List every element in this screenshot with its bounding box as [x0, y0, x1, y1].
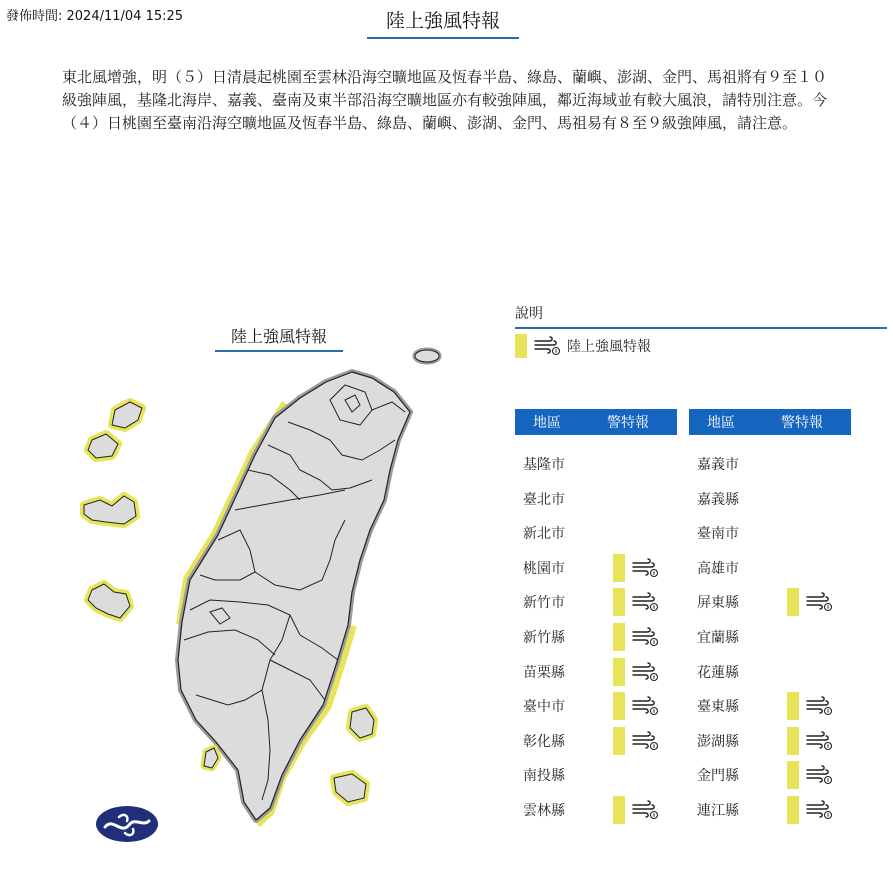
warning-swatch [613, 727, 625, 755]
warning-marker [613, 554, 659, 582]
strong-wind-icon [631, 800, 659, 820]
table-row [515, 520, 677, 546]
region-name: 屏東縣 [697, 595, 739, 612]
penghu-islands [88, 584, 130, 618]
table-header [689, 409, 851, 435]
table-row [689, 555, 851, 581]
warning-marker [787, 588, 833, 616]
legend-heading: 說明 [515, 303, 887, 329]
region-name: 新竹縣 [523, 630, 565, 646]
table-row [515, 624, 677, 650]
page-title: 陸上強風特報 [367, 6, 519, 39]
strong-wind-icon [631, 558, 659, 578]
region-name: 桃園市 [523, 560, 565, 577]
warning-swatch [613, 554, 625, 582]
warning-swatch [613, 796, 625, 824]
strong-wind-icon [805, 765, 833, 785]
warning-swatch [613, 623, 625, 651]
table-row [689, 589, 851, 615]
region-name: 連江縣 [697, 803, 739, 819]
warning-swatch [787, 692, 799, 720]
table-row [515, 451, 677, 477]
warning-swatch [613, 588, 625, 616]
region-name: 高雄市 [697, 560, 739, 577]
table-row [689, 486, 851, 512]
issue-time: 發佈時間: 2024/11/04 15:25 [6, 9, 184, 24]
warning-marker [613, 796, 659, 824]
warning-description: 東北風增強，明（５）日清晨起桃園至雲林沿海空曠地區及恆春半島、綠島、蘭嶼、澎湖、金門、馬祖將有９至１０級強陣風，基隆北海岸、嘉義、臺南及東半部沿海空曠地區亦有較強陣風，鄰近海域並有較大風浪，請特別注意。今（４）日桃園至臺南沿海空曠地區及恆春半島、綠島、蘭嶼、澎湖、金門、馬祖易有８至９級強陣風，請注意。 [62, 68, 828, 132]
table-row [689, 728, 851, 754]
legend-item [515, 334, 651, 358]
strong-wind-icon [631, 662, 659, 682]
warning-marker [787, 761, 833, 789]
table-row [689, 659, 851, 685]
col-region: 地區 [533, 415, 561, 431]
table-row [515, 762, 677, 788]
warning-marker [787, 727, 833, 755]
strong-wind-icon [805, 696, 833, 716]
strong-wind-icon [631, 592, 659, 612]
col-warning: 警特報 [607, 415, 649, 431]
strong-wind-icon [805, 592, 833, 612]
strong-wind-icon [805, 800, 833, 820]
col-region: 地區 [707, 415, 735, 431]
cwa-logo [95, 805, 159, 843]
legend-swatch [515, 334, 527, 358]
table-row [689, 762, 851, 788]
legend-label: 陸上強風特報 [567, 339, 651, 355]
region-table-right [689, 409, 851, 819]
region-name: 臺中市 [523, 699, 565, 716]
table-row [515, 797, 677, 823]
table-row [515, 693, 677, 719]
region-name: 嘉義市 [697, 457, 739, 473]
region-table-left [515, 409, 677, 819]
orchid-island [334, 774, 366, 802]
map-title: 陸上強風特報 [215, 324, 343, 352]
region-name: 南投縣 [523, 768, 565, 785]
table-row [689, 520, 851, 546]
table-header [515, 409, 677, 435]
diaoyutai-island [415, 350, 439, 362]
strong-wind-icon [631, 627, 659, 647]
table-row [515, 589, 677, 615]
table-row [515, 555, 677, 581]
table-row [515, 659, 677, 685]
table-row [689, 797, 851, 823]
region-name: 臺北市 [523, 491, 565, 508]
matsu-islands [88, 402, 142, 458]
strong-wind-icon [533, 336, 561, 356]
region-name: 嘉義縣 [697, 491, 739, 508]
region-name: 宜蘭縣 [697, 630, 739, 646]
table-row [515, 486, 677, 512]
table-row [689, 693, 851, 719]
kinmen-islands [84, 496, 136, 524]
table-row [515, 728, 677, 754]
warning-marker [613, 727, 659, 755]
warning-marker [787, 796, 833, 824]
strong-wind-icon [805, 731, 833, 751]
region-name: 金門縣 [697, 768, 739, 785]
strong-wind-icon [631, 696, 659, 716]
green-island [350, 708, 374, 738]
region-name: 彰化縣 [523, 733, 565, 750]
warning-swatch [787, 761, 799, 789]
region-name: 花蓮縣 [697, 664, 739, 681]
region-name: 基隆市 [523, 457, 565, 473]
warning-marker [787, 692, 833, 720]
region-name: 澎湖縣 [697, 733, 739, 750]
warning-swatch [787, 796, 799, 824]
region-name: 臺東縣 [697, 699, 739, 716]
region-name: 新竹市 [523, 595, 565, 612]
region-name: 臺南市 [697, 526, 739, 543]
warning-swatch [613, 692, 625, 720]
strong-wind-icon [631, 731, 659, 751]
warning-marker [613, 692, 659, 720]
region-name: 雲林縣 [523, 803, 565, 819]
region-name: 新北市 [523, 526, 565, 543]
warning-swatch [613, 658, 625, 686]
warning-marker [613, 623, 659, 651]
col-warning: 警特報 [781, 415, 823, 431]
table-row [689, 624, 851, 650]
warning-swatch [787, 588, 799, 616]
liuqiu-island [204, 748, 218, 768]
warning-marker [613, 588, 659, 616]
warning-marker [613, 658, 659, 686]
region-name: 苗栗縣 [523, 664, 565, 681]
warning-swatch [787, 727, 799, 755]
table-row [689, 451, 851, 477]
